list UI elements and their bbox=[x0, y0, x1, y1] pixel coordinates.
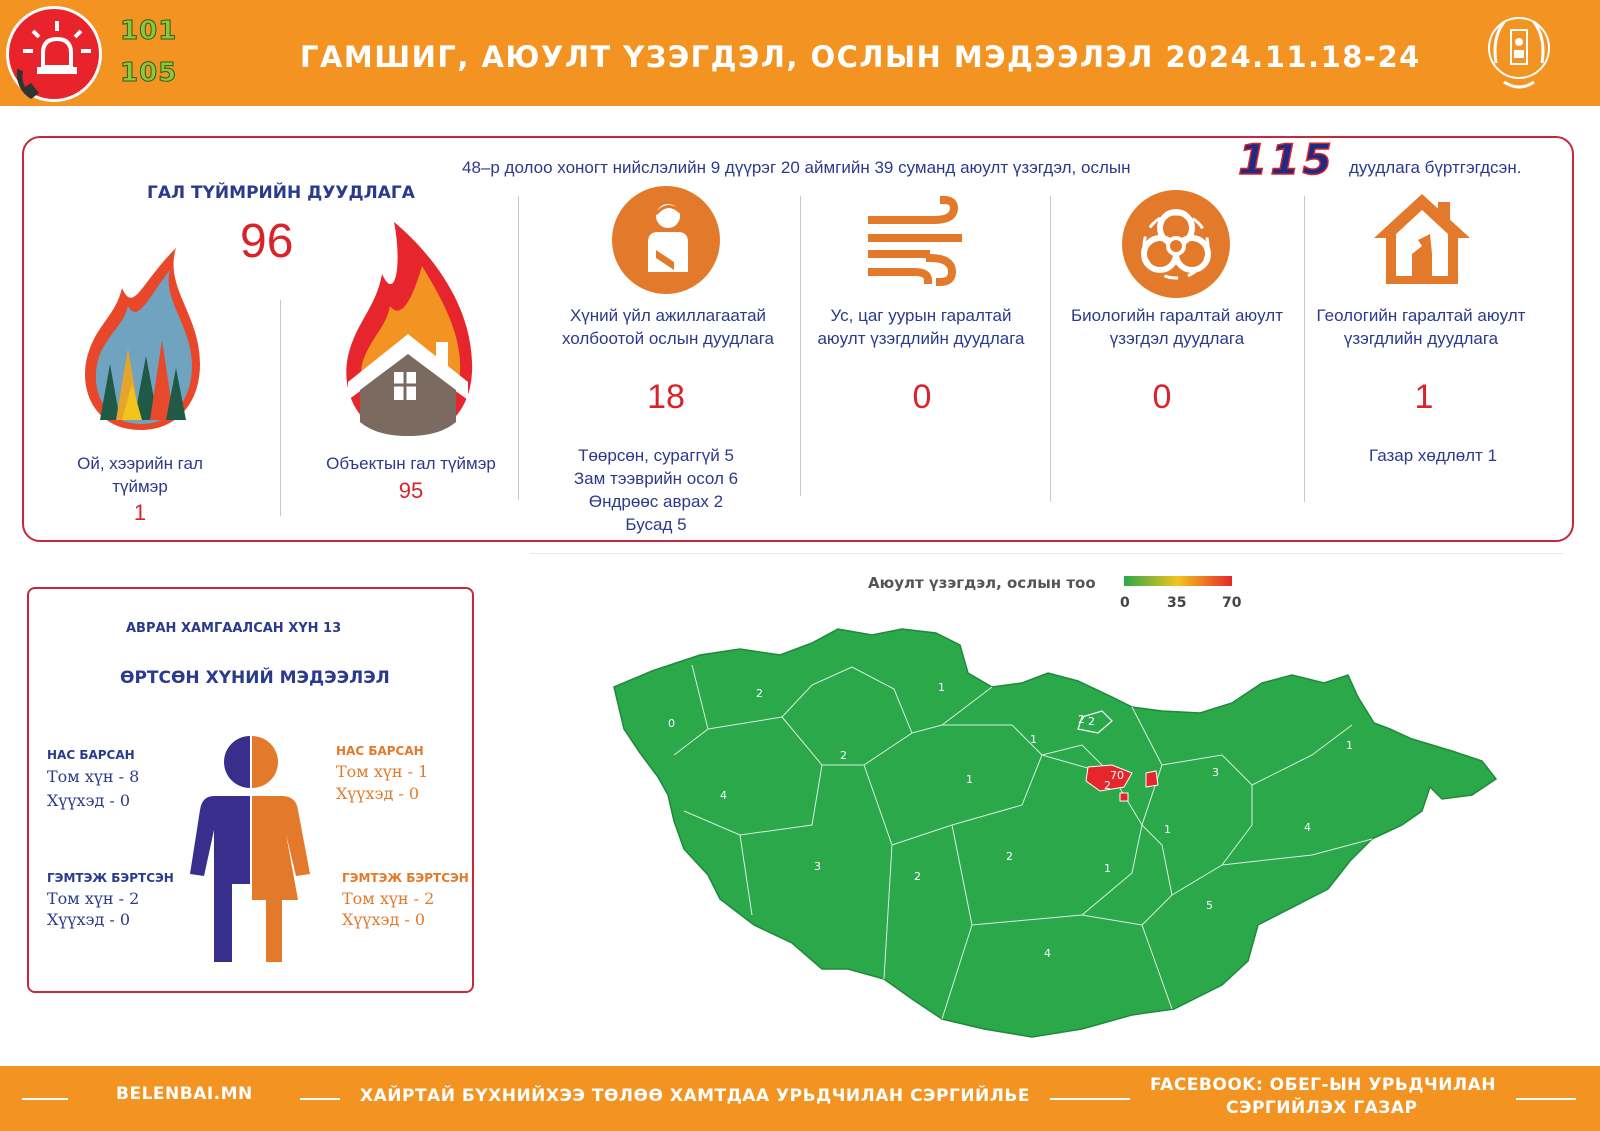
divider bbox=[800, 196, 801, 496]
object-fire-label: Объектын гал түймэр bbox=[326, 454, 496, 473]
region-value: 2 bbox=[1006, 850, 1013, 863]
map-country-shape bbox=[614, 629, 1496, 1037]
fire-calls-total: 96 bbox=[240, 215, 294, 268]
male-dead-heading: НАС БАРСАН bbox=[47, 748, 135, 762]
footer-rule bbox=[1516, 1098, 1576, 1100]
forest-fire-icon bbox=[76, 244, 206, 434]
region-value: 0 bbox=[668, 717, 675, 730]
region-value: 2 bbox=[1078, 713, 1085, 726]
region-value: 1 bbox=[1346, 739, 1353, 752]
human-activity-detail: Зам тээврийн осол 6 bbox=[573, 469, 739, 488]
mongolia-map bbox=[612, 625, 1498, 1045]
divider bbox=[530, 553, 1564, 554]
geological-detail: Газар хөдлөлт 1 bbox=[1368, 446, 1498, 465]
region-value: 2 bbox=[1088, 715, 1095, 728]
summary-total: 115 bbox=[1238, 135, 1335, 184]
footer-facebook-line2[interactable]: СЭРГИЙЛЭХ ГАЗАР bbox=[1226, 1098, 1418, 1118]
map-legend-gradient bbox=[1124, 576, 1232, 586]
male-injured-child: Хүүхэд - 0 bbox=[47, 910, 131, 929]
affected-people-title: ӨРТСӨН ХҮНИЙ МЭДЭЭЛЭЛ bbox=[120, 668, 390, 688]
region-value: 1 bbox=[1030, 733, 1037, 746]
female-dead-adult: Том хүн - 1 bbox=[336, 762, 429, 781]
map-highlight-region bbox=[1146, 771, 1158, 787]
rescued-people: АВРАН ХАМГААЛСАН ХҮН 13 bbox=[126, 621, 342, 636]
weather-value: 0 bbox=[912, 378, 932, 416]
footer-rule bbox=[22, 1098, 68, 1100]
emergency-siren-icon bbox=[6, 6, 102, 102]
biological-label: Биологийн гаралтай аюулт үзэгдэл дуудлага bbox=[1070, 306, 1284, 348]
footer-slogan: ХАЙРТАЙ БҮХНИЙХЭЭ ТӨЛӨӨ ХАМТДАА УРЬДЧИЛАН СЭРГИЙЛЬЕ bbox=[360, 1086, 1030, 1106]
divider bbox=[1050, 196, 1051, 502]
legend-tick: 70 bbox=[1222, 595, 1242, 611]
female-injured-adult: Том хүн - 2 bbox=[342, 889, 435, 908]
human-activity-detail: Төөрсөн, сураггүй 5 bbox=[578, 446, 734, 465]
geological-value: 1 bbox=[1414, 378, 1434, 416]
building-fire-icon bbox=[340, 222, 476, 440]
female-injured-heading: ГЭМТЭЖ БЭРТСЭН bbox=[342, 871, 469, 885]
footer-rule bbox=[1050, 1098, 1130, 1100]
geological-label: Геологийн гаралтай аюулт үзэгдлийн дуудлага bbox=[1316, 306, 1526, 348]
footer-rule bbox=[300, 1098, 340, 1100]
weather-label: Ус, цаг уурын гаралтай аюулт үзэгдлийн дуудлага bbox=[817, 306, 1025, 348]
male-injured-adult: Том хүн - 2 bbox=[47, 889, 140, 908]
male-injured-heading: ГЭМТЭЖ БЭРТСЭН bbox=[47, 871, 174, 885]
wind-icon bbox=[868, 196, 968, 288]
footer-facebook-line1[interactable]: FACEBOOK: ОБЕГ-ЫН УРЬДЧИЛАН bbox=[1150, 1075, 1496, 1095]
divider bbox=[1304, 196, 1305, 502]
female-dead-heading: НАС БАРСАН bbox=[336, 744, 424, 758]
fire-calls-heading: ГАЛ ТҮЙМРИЙН ДУУДЛАГА bbox=[147, 183, 415, 203]
legend-tick: 35 bbox=[1167, 595, 1187, 611]
male-dead-child: Хүүхэд - 0 bbox=[47, 791, 131, 810]
region-value: 3 bbox=[814, 860, 821, 873]
female-injured-child: Хүүхэд - 0 bbox=[342, 910, 426, 929]
region-value: 2 bbox=[756, 687, 763, 700]
region-value: 3 bbox=[1212, 766, 1219, 779]
cracked-house-icon bbox=[1372, 192, 1472, 288]
region-value: 2 bbox=[914, 870, 921, 883]
page-title: ГАМШИГ, АЮУЛТ ҮЗЭГДЭЛ, ОСЛЫН МЭДЭЭЛЭЛ 2024.11.18-24 bbox=[300, 40, 1421, 74]
region-value: 2 bbox=[1104, 779, 1111, 792]
divider bbox=[280, 300, 281, 516]
human-activity-label: Хүний үйл ажиллагаатай холбоотой ослын дуудлага bbox=[562, 306, 774, 348]
region-value: 4 bbox=[1304, 821, 1311, 834]
hotline-101: 101 bbox=[120, 16, 178, 46]
footer-website-link[interactable]: BELENBAI.MN bbox=[116, 1084, 253, 1104]
region-value: 2 bbox=[840, 749, 847, 762]
hotline-105: 105 bbox=[120, 58, 178, 88]
object-fire-value: 95 bbox=[398, 478, 424, 503]
biohazard-icon bbox=[1122, 190, 1230, 298]
human-activity-detail: Өндрөөс аврах 2 bbox=[588, 492, 724, 511]
summary-intro: 48–р долоо хоногт нийслэлийн 9 дүүрэг 20 аймгийн 39 суманд аюулт үзэгдэл, ослын bbox=[462, 158, 1131, 177]
injured-person-icon bbox=[612, 186, 720, 294]
legend-tick: 0 bbox=[1120, 595, 1130, 611]
region-value: 70 bbox=[1110, 769, 1124, 782]
male-dead-adult: Том хүн - 8 bbox=[47, 767, 140, 786]
male-female-figure-icon bbox=[186, 734, 316, 970]
forest-fire-label: Ой, хээрийн гал түймэр bbox=[77, 454, 203, 496]
region-value: 1 bbox=[1104, 862, 1111, 875]
region-value: 5 bbox=[1206, 899, 1213, 912]
region-value: 1 bbox=[966, 773, 973, 786]
map-legend-title: Аюулт үзэгдэл, ослын тоо bbox=[868, 574, 1096, 592]
region-value: 4 bbox=[720, 789, 727, 802]
biological-value: 0 bbox=[1152, 378, 1172, 416]
region-value: 1 bbox=[938, 681, 945, 694]
human-activity-detail: Бусад 5 bbox=[625, 515, 687, 534]
map-highlight-region bbox=[1120, 793, 1128, 801]
human-activity-value: 18 bbox=[647, 378, 685, 416]
divider bbox=[518, 196, 519, 500]
forest-fire-value: 1 bbox=[133, 500, 147, 525]
summary-intro-end: дуудлага бүртгэгдсэн. bbox=[1349, 158, 1522, 177]
region-value: 1 bbox=[1164, 823, 1171, 836]
region-value: 4 bbox=[1044, 947, 1051, 960]
state-emblem-icon bbox=[1484, 8, 1554, 94]
female-dead-child: Хүүхэд - 0 bbox=[336, 784, 420, 803]
